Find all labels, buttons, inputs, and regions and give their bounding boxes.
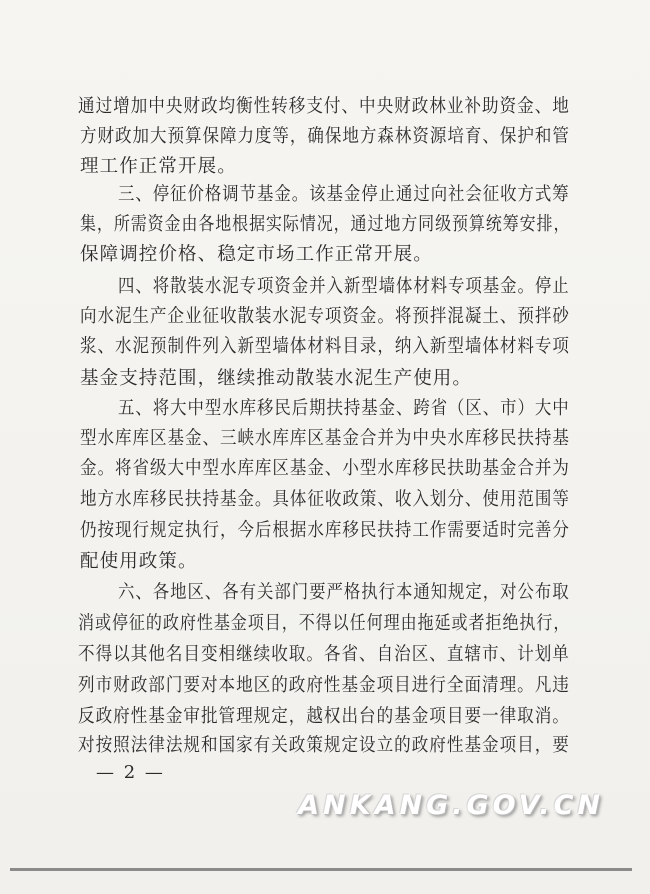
text-line-21: 反政府性基金审批管理规定，越权出台的基金项目要一律取消。 (78, 706, 570, 727)
text-line-7: 四、将散装水泥专项资金并入新型墙体材料专项基金。停止 (118, 276, 570, 297)
bottom-divider (10, 868, 632, 871)
text-line-16: 配使用政策。 (80, 551, 198, 572)
text-line-5: 集，所需资金由各地根据实际情况，通过地方同级预算统筹安排， (80, 214, 571, 235)
site-watermark: ANKANG.GOV.CN (298, 790, 604, 821)
text-line-15: 仍按现行规定执行，今后根据水库移民扶持工作需要适时完善分 (80, 520, 570, 541)
text-line-12: 型水库库区基金、三峡水库库区基金合并为中央水库移民扶持基 (80, 428, 570, 449)
text-line-13: 金。将省级大中型水库库区基金、小型水库移民扶助基金合并为 (80, 458, 570, 479)
text-line-9: 浆、水泥预制件列入新型墙体材料目录，纳入新型墙体材料专项 (80, 336, 570, 357)
text-line-2: 方财政加大预算保障力度等，确保地方森林资源培育、保护和管 (80, 126, 570, 147)
text-line-10: 基金支持范围，继续推动散装水泥生产使用。 (80, 368, 473, 389)
text-line-1: 通过增加中央财政均衡性转移支付、中央财政林业补助资金、地 (78, 96, 570, 117)
text-line-3: 理工作正常开展。 (80, 156, 237, 177)
text-line-22: 对按照法律法规和国家有关政策规定设立的政府性基金项目，要 (78, 735, 570, 756)
text-line-8: 向水泥生产企业征收散装水泥专项资金。将预拌混凝土、预拌砂 (80, 306, 570, 327)
text-line-18: 消或停征的政府性基金项目，不得以任何理由拖延或者拒绝执行， (78, 613, 571, 634)
text-line-6: 保障调控价格、稳定市场工作正常开展。 (80, 244, 433, 265)
text-line-4: 三、停征价格调节基金。该基金停止通过向社会征收方式筹 (118, 184, 570, 205)
page-number: — 2 — (96, 762, 165, 783)
text-line-14: 地方水库移民扶持基金。具体征收政策、收入划分、使用范围等 (80, 489, 570, 510)
text-line-11: 五、将大中型水库移民后期扶持基金、跨省（区、市）大中 (118, 398, 570, 419)
text-line-20: 列市财政部门要对本地区的政府性基金项目进行全面清理。凡违 (78, 675, 570, 696)
text-line-19: 不得以其他名目变相继续收取。各省、自治区、直辖市、计划单 (78, 644, 570, 665)
text-line-17: 六、各地区、各有关部门要严格执行本通知规定，对公布取 (118, 582, 570, 603)
